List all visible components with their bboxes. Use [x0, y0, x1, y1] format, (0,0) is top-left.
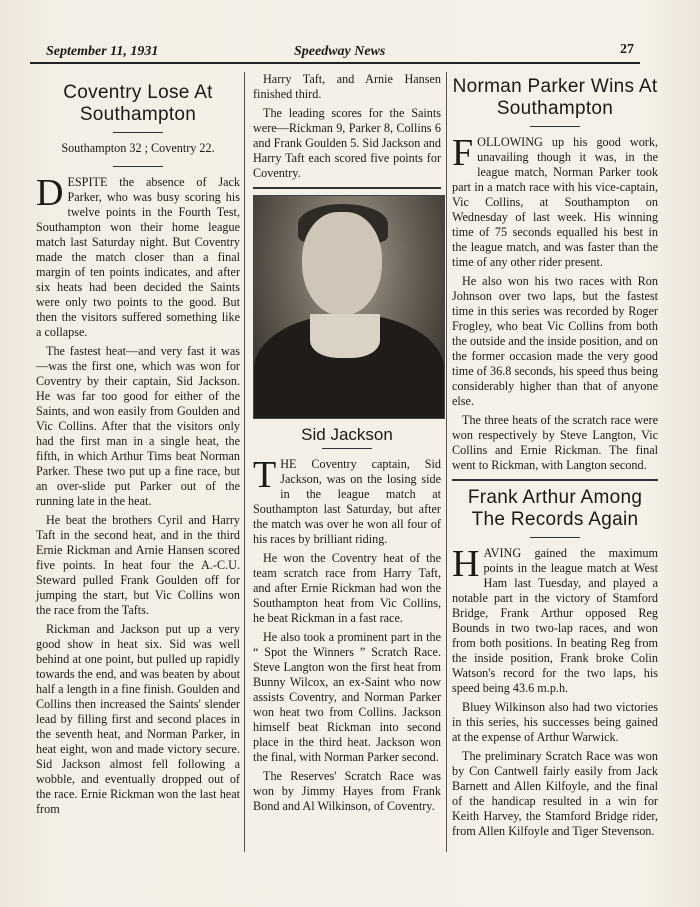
divider	[113, 132, 163, 133]
paragraph-text: HE Coventry captain, Sid Jackson, was on the losing side in the league match at Southampton last Saturday, but after the match was over he won all four of his races by brilliant riding.	[253, 456, 441, 546]
article-paragraph	[452, 542, 658, 696]
drop-cap: D	[36, 172, 64, 214]
article-paragraph: Harry Taft, and Arnie Hansen finished third.	[253, 72, 441, 101]
article-paragraph	[36, 172, 240, 340]
article-paragraph	[253, 453, 441, 547]
article-paragraph: The three heats of the scratch race were won respectively by Steve Langton, Vic Collins and Ernie Rickman. The final went to Rickman, with Langton second.	[452, 413, 658, 472]
divider	[322, 448, 372, 449]
article-paragraph: He also won his two races with Ron Johnson over two laps, but the fastest time in this series was recorded by Roger Frogley, who beat Vic Collins from both the outside and the inside position, and on the former occasion made the very good time of 36.8 seconds, his speed thus being considerably higher than that of anyone else.	[452, 274, 658, 408]
divider	[530, 126, 580, 127]
divider	[253, 187, 441, 189]
issue-date: September 11, 1931	[46, 44, 159, 59]
article-headline: Norman Parker Wins At Southampton	[452, 76, 658, 119]
photo-caption: Sid Jackson	[301, 424, 393, 444]
publication-title: Speedway News	[294, 44, 386, 59]
match-score: Southampton 32 ; Coventry 22.	[61, 141, 215, 155]
paragraph-text: AVING gained the maximum points in the league match at West Ham last Tuesday, and played a notable part in the victory of Stamford Bridge, Frank Arthur opposed Reg Bounds in two two-lap races, and won from both positions. In beating Reg from the inside position, Frank broke Colin Watson's record for the two laps, his speed being 43.6 m.p.h.	[452, 545, 658, 695]
paragraph-text: OLLOWING up his good work, unavailing though it was, in the league match, Norman Parker took part in a match race with his vice-captain, Vic Collins, at Southampton on Wednesday of last week. His winning time of 75 seconds equalled his best in the league match, and was faster than the time of any other rider present.	[452, 135, 658, 269]
divider	[452, 479, 658, 481]
article-paragraph: He also took a prominent part in the “ Spot the Winners ” Scratch Race. Steve Langton won the first heat from Bunny Wilcox, an ex-Saint who now assists Coventry, and Norman Parker won heat two from Collins. Jackson himself beat Rickman into second place in the third heat. Jackson won the final, with Norman Parker second.	[253, 629, 441, 764]
article-paragraph: He beat the brothers Cyril and Harry Taft in the second heat, and in the third Ernie Rickman and Arnie Hansen scored five points. In heat four the A.-C.U. Steward pulled Frank Goulden off for jumping the start, but Vic Collins won the race from the Tafts.	[36, 513, 240, 617]
column-middle	[253, 72, 441, 818]
column-divider	[244, 72, 245, 852]
divider	[530, 537, 580, 538]
column-right	[452, 70, 658, 843]
page-header	[30, 40, 640, 64]
article-paragraph: Bluey Wilkinson also had two victories in this series, his successes being gained at the expense of Arthur Warwick.	[452, 699, 658, 744]
article-headline: Coventry Lose At Southampton	[63, 82, 213, 125]
divider	[113, 166, 163, 167]
article-paragraph: The Reserves' Scratch Race was won by Jimmy Hayes from Frank Bond and Al Wilkinson, of Coventry.	[253, 768, 441, 813]
paragraph-text: ESPITE the absence of Jack Parker, who was busy scoring his twelve points in the Fourth Test, Southampton won their home league match last Saturday night. But Coventry made the match closer than a final margin of ten points indicates, and after six heats had been decided the Saints were only two points to the good. But then the visitors suffered something like a collapse.	[36, 175, 240, 339]
article-paragraph	[452, 132, 658, 270]
article-paragraph: He won the Coventry heat of the team scratch race from Harry Taft, and after Ernie Rickman had won the Southampton heat from Vic Collins, he beat Rickman in a fast race.	[253, 550, 441, 625]
page-number: 27	[620, 42, 634, 57]
column-divider	[446, 72, 447, 852]
drop-cap: H	[452, 542, 480, 585]
article-paragraph: The fastest heat—and very fast it was—was the first one, which was won for Coventry by their captain, Sid Jackson. He was far too good for either of the Saints, and won easily from Goulden and Vic Collins. After that the visitors only had the first man in a single heat, the fifth, in which Arthur Tims beat Norman Parker. These two put up a fine race, but an over-slide put Parker out of the running late in the heat.	[36, 344, 240, 508]
column-left	[36, 76, 240, 821]
drop-cap: T	[253, 453, 277, 496]
article-paragraph: Rickman and Jackson put up a very good show in heat six. Sid was well behind at one point, but pulled up rapidly towards the end, and was beaten by about half a length in a fine finish. Goulden and Collins then increased the Saints' slender lead by filling first and second places in the seventh heat, and Norman Parker, in heat eight, won and made victory secure. Sid Jackson almost fell following a wobble, and eventually dropped out of the race. Ernie Rickman won the last heat from	[36, 622, 240, 816]
portrait-photo	[253, 195, 445, 419]
article-headline: Frank Arthur Among The Records Again	[467, 486, 643, 530]
article-paragraph: The preliminary Scratch Race was won by Con Cantwell fairly easily from Jack Barnett and Allen Kilfoyle, and the final of the handicap resulted in a win for Keith Harvey, the Stamford Bridge rider, from Allen Kilfoyle and Tiger Stevenson.	[452, 748, 658, 838]
article-paragraph: The leading scores for the Saints were—Rickman 9, Parker 8, Collins 6 and Frank Goulden 5. Sid Jackson and Harry Taft each scored five points for Coventry.	[253, 106, 441, 180]
drop-cap: F	[452, 132, 474, 174]
